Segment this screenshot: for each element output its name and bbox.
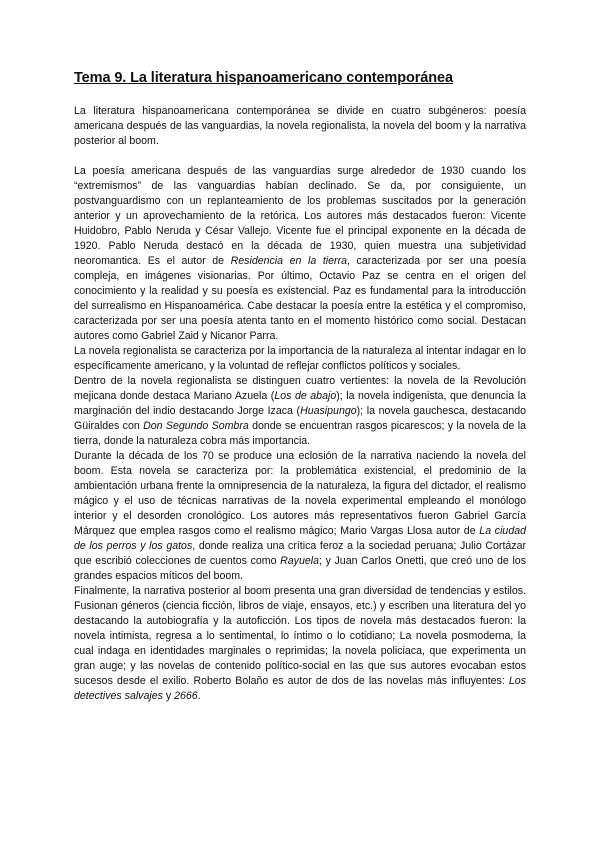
paragraph-boom bbox=[74, 449, 526, 584]
paragraph-poesia-text-a: La poesía americana después de las vanguardias surge alrededor de 1930 cuando los “extremismos” de las vanguardias habían declinado. Se da, por consiguiente, un postvanguardismo con un replanteamiento de los problemas suscitados por la generación anterior y un aprovechamiento de la retórica. Los autores más destacados fueron: Vicente Huidobro, Pablo Neruda y César Vallejo. Vicente fue el principal exponente en la década de 1920. Pablo Neruda destacó en la década de 1930, quien muestra una subjetividad neoromantica. Es el autor de bbox=[74, 165, 526, 267]
page-title: Tema 9. La literatura hispanoamericano contemporánea bbox=[74, 70, 453, 86]
book-title-los-detectives-salvajes: Los detectives salvajes bbox=[74, 675, 526, 702]
book-title-huasipungo: Huasipungo bbox=[300, 405, 357, 417]
paragraph-regionalista-text: La novela regionalista se caracteriza por la importancia de la naturaleza al intentar indagar en lo específicamente americano, y la voluntad de reflejar conflictos políticos y sociales. bbox=[74, 345, 526, 372]
paragraph-intro bbox=[74, 104, 526, 149]
paragraph-poesia bbox=[74, 164, 526, 344]
book-title-los-de-abajo: Los de abajo bbox=[274, 390, 337, 402]
paragraph-vertientes-text-c: ); la novela gauchesca, destacando Güiraldes con bbox=[74, 405, 527, 432]
paragraph-intro-text: La literatura hispanoamericana contemporánea se divide en cuatro subgéneros: poesía americana después de las vanguardias, la novela regionalista, la novela del boom y la narrativa posterior al boom. bbox=[74, 105, 526, 147]
book-title-la-ciudad-de-los-perros: La ciudad de los perros y los gatos bbox=[74, 525, 526, 552]
book-title-rayuela: Rayuela bbox=[280, 555, 319, 567]
paragraph-vertientes-text-a: Dentro de la novela regionalista se distinguen cuatro vertientes: la novela de la Revolución mejicana donde destaca Mariano Azuela ( bbox=[74, 375, 526, 402]
paragraph-boom-text-a: Durante la década de los 70 se produce una eclosión de la narrativa naciendo la novela del boom. Esta novela se caracteriza por: la problemática existencial, el predominio de la ambientación urbana frente la omnipresencia de la naturaleza, la figura del dictador, el realismo mágico y el uso de técnicas narrativas de la novela experimental empleando el monólogo interior y el desorden cronológico. Los autores más representativos fueron Gabriel García Márquez que emplea rasgos como el realismo mágico; Mario Vargas Llosa autor de bbox=[74, 450, 526, 537]
paragraph-vertientes-text-b: ); la novela indigenista, que denuncia la marginación del indio destacando Jorge Izaca ( bbox=[74, 390, 526, 417]
paragraph-post-boom-text-c: . bbox=[197, 690, 201, 702]
book-title-2666: 2666 bbox=[174, 690, 198, 702]
book-title-residencia: Residencia en la tierra bbox=[230, 255, 347, 267]
paragraph-post-boom bbox=[74, 584, 526, 704]
book-title-don-segundo-sombra: Don Segundo Sombra bbox=[143, 420, 249, 432]
paragraph-vertientes bbox=[74, 374, 526, 449]
paragraph-boom-text-c: ; y Juan Carlos Onetti, que creó uno de los grandes espacios míticos del boom. bbox=[74, 555, 526, 582]
paragraph-boom-text-b: , donde realiza una crítica feroz a la sociedad peruana; Julio Cortázar que escribió colecciones de cuentos como bbox=[74, 540, 526, 567]
paragraph-post-boom-text-a: Finalmente, la narrativa posterior al boom presenta una gran diversidad de tendencias y estilos. Fusionan géneros (ciencia ficción, libros de viaje, ensayos, etc.) y escriben una literatura del yo destacando la autobiografía y la autoficción. Los tipos de novela más destacados fueron: la novela intimista, regresa a lo sentimental, lo íntimo o lo cotidiano; La novela posmoderna, la cual indaga en identidades marginales o reprimidas; la novela policiaca, que experimenta un gran auge; y las novelas de contenido político-social en las que sus autores evocaban estos sucesos desde el exilio. Roberto Bolaño es autor de dos de las novelas más influyentes: bbox=[74, 585, 526, 687]
document-body bbox=[74, 104, 526, 704]
paragraph-poesia-text-b: , caracterizada por ser una poesía compleja, en imágenes visionarias. Por último, Octavio Paz se centra en el origen del conocimiento y la realidad y su poesía es existencial. Paz es fundamental para la introducción del surrealismo en Hispanoamérica. Cabe destacar la poesía entre la estética y el compromiso, caracterizada por ser una poesía atenta tanto en el momento histórico como social. Destacan autores como Gabriel Zaid y Nicanor Parra. bbox=[74, 255, 527, 342]
paragraph-post-boom-text-b: y bbox=[162, 690, 175, 702]
paragraph-vertientes-text-d: donde se encuentran rasgos picarescos; y la novela de la tierra, donde la naturaleza cobra más importancia. bbox=[74, 420, 526, 447]
paragraph-regionalista bbox=[74, 344, 526, 374]
